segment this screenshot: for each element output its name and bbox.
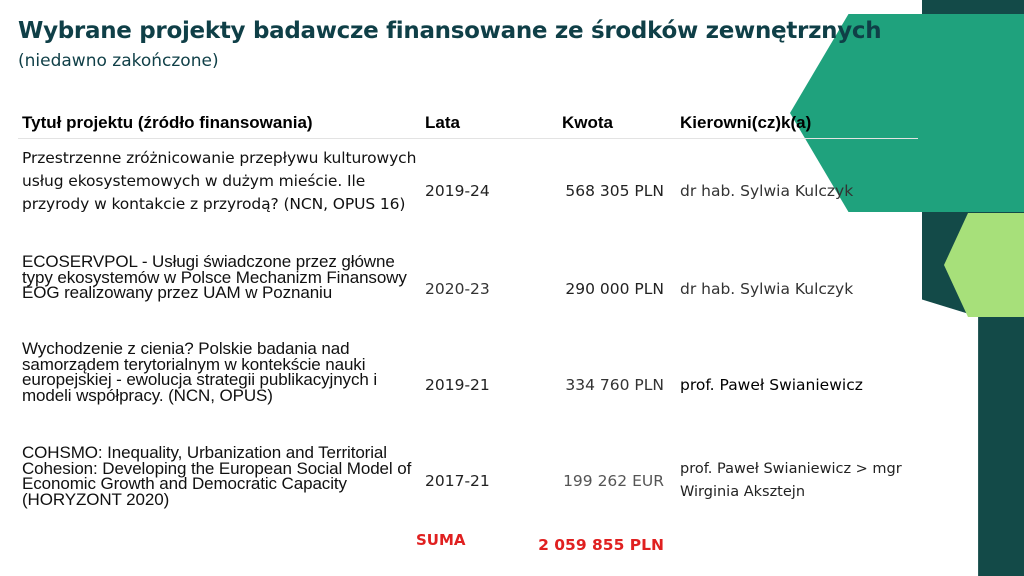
years-cell: 2017-21 bbox=[425, 472, 490, 490]
slide-subtitle: (niedawno zakończone) bbox=[18, 51, 219, 71]
header-manager: Kierowni(cz)k(a) bbox=[680, 113, 812, 132]
years-cell: 2020-23 bbox=[425, 280, 490, 298]
project-title-cell: Przestrzenne zróżnicowanie przepływu kulturowych usług ekosystemowych w dużym mieście. Ile przyrody w kontakcie z przyrodą? (NCN, OPUS 16) bbox=[22, 149, 417, 213]
header-project-title: Tytuł projektu (źródło finansowania) bbox=[22, 113, 313, 132]
years-cell: 2019-24 bbox=[425, 182, 490, 200]
project-title-cell: COHSMO: Inequality, Urbanization and Territorial Cohesion: Developing the European Social Model of Economic Growth and Democratic Capacity (HORYZONT 2020) bbox=[22, 443, 412, 509]
amount-cell: 199 262 EUR bbox=[563, 472, 664, 490]
sum-value: 2 059 855 PLN bbox=[538, 536, 664, 554]
slide-title: Wybrane projekty badawcze finansowane ze środków zewnętrznych bbox=[18, 18, 882, 44]
project-title-cell: Wychodzenie z cienia? Polskie badania nad samorządem terytorialnym w kontekście nauki europejskiej - ewolucja strategii publikacyjnych i modeli współpracy. (NCN, OPUS) bbox=[22, 339, 378, 405]
manager-cell: prof. Paweł Swianiewicz > mgr Wirginia Aksztejn bbox=[680, 461, 902, 500]
amount-cell: 290 000 PLN bbox=[565, 280, 664, 298]
header-divider bbox=[18, 138, 918, 139]
amount-cell: 568 305 PLN bbox=[565, 182, 664, 200]
header-amount: Kwota bbox=[562, 113, 613, 132]
project-title-cell: ECOSERVPOL - Usługi świadczone przez główne typy ekosystemów w Polsce Mechanizm Finansowy EOG realizowany przez UAM w Poznaniu bbox=[22, 252, 407, 303]
years-cell: 2019-21 bbox=[425, 376, 490, 394]
header-years: Lata bbox=[425, 113, 460, 132]
manager-cell: prof. Paweł Swianiewicz bbox=[680, 376, 863, 394]
sum-label: SUMA bbox=[416, 531, 466, 549]
manager-cell: dr hab. Sylwia Kulczyk bbox=[680, 280, 854, 298]
amount-cell: 334 760 PLN bbox=[565, 376, 664, 394]
manager-cell: dr hab. Sylwia Kulczyk bbox=[680, 182, 854, 200]
